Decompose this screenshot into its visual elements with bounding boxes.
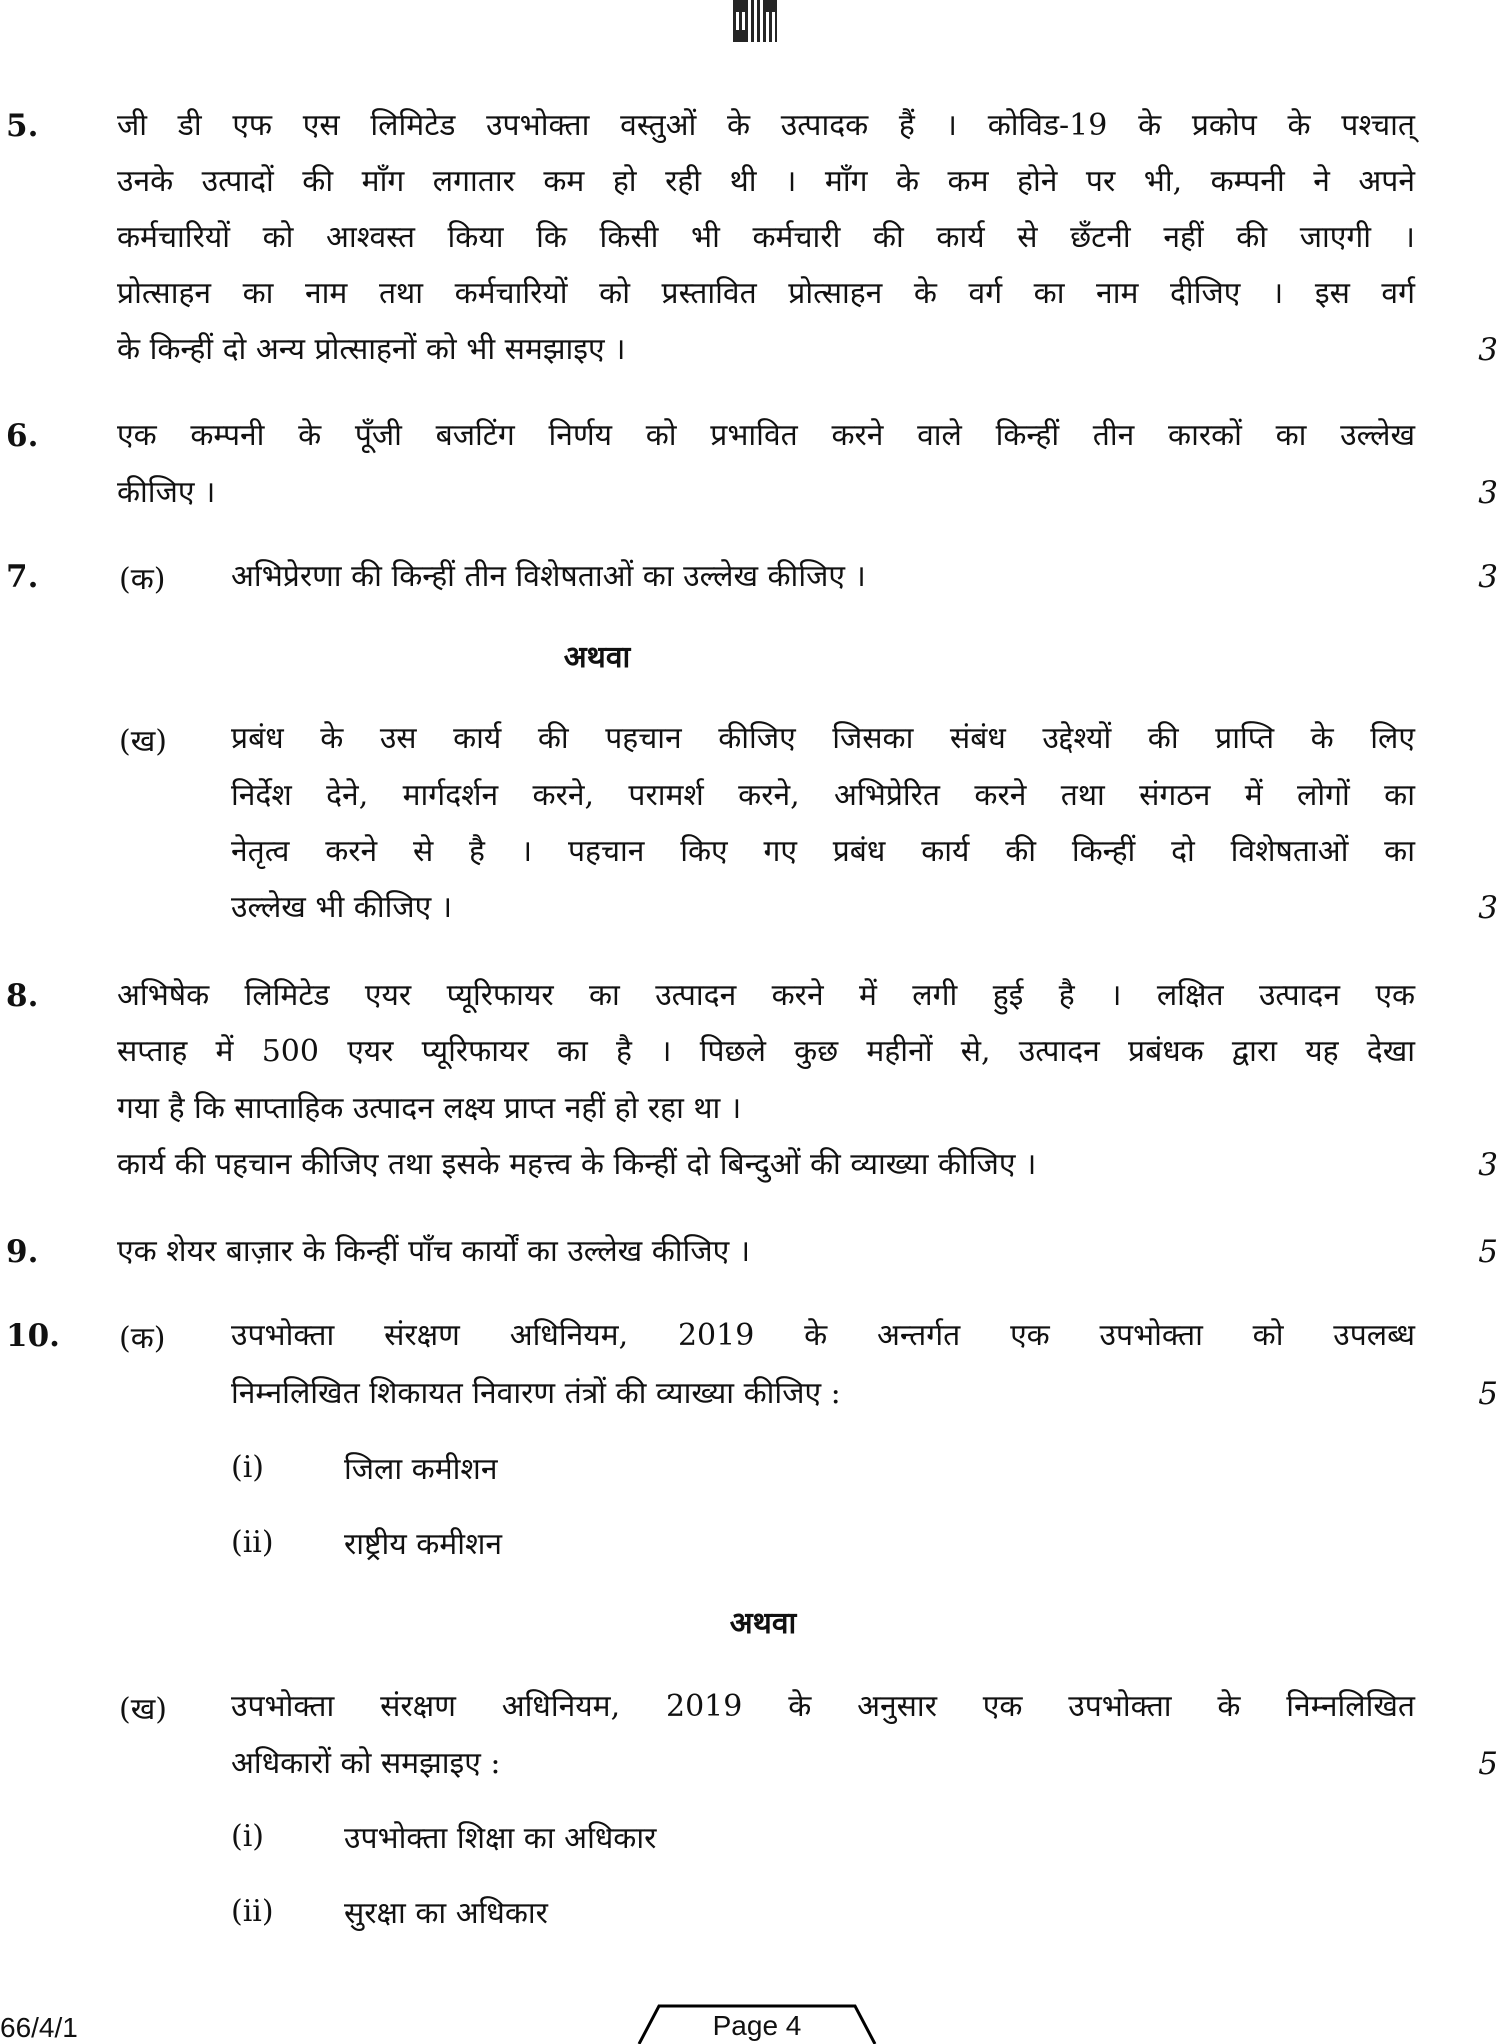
question-text-line: निम्नलिखित शिकायत निवारण तंत्रों की व्याख्या कीजिए : [231, 1376, 841, 1411]
question-number: 6. [6, 418, 39, 454]
question-text-line: नेतृत्व करने से है । पहचान किए गए प्रबंध कार्य की किन्हीं दो विशेषताओं का [231, 834, 1415, 869]
or-separator: अथवा [563, 640, 631, 675]
marks: 3 [1478, 559, 1498, 595]
marks: 3 [1478, 1147, 1498, 1183]
item-label: (i) [231, 1819, 265, 1854]
marks: 3 [1478, 332, 1498, 368]
question-text-line: उनके उत्पादों की माँग लगातार कम हो रही थी । माँग के कम होने पर भी, कम्पनी ने अपने [117, 164, 1415, 199]
page-number: Page 4 [712, 2010, 802, 2041]
or-separator: अथवा [729, 1606, 797, 1641]
qr-code [733, 0, 777, 42]
part-label: (ख) [119, 1692, 167, 1727]
question-text-line: कार्य की पहचान कीजिए तथा इसके महत्त्व के किन्हीं दो बिन्दुओं की व्याख्या कीजिए । [117, 1147, 1037, 1182]
question-text-line: एक कम्पनी के पूँजी बजटिंग निर्णय को प्रभावित करने वाले किन्हीं तीन कारकों का उल्लेख [117, 418, 1415, 453]
paper-code: 66/4/1 [0, 2012, 78, 2043]
question-number: 9. [6, 1234, 39, 1270]
marks: 5 [1478, 1234, 1498, 1270]
question-text-line: प्रोत्साहन का नाम तथा कर्मचारियों को प्रस्तावित प्रोत्साहन के वर्ग का नाम दीजिए । इस वर्ग [117, 276, 1415, 311]
question-text-line: उल्लेख भी कीजिए । [231, 890, 453, 925]
question-text-line: जी डी एफ एस लिमिटेड उपभोक्ता वस्तुओं के उत्पादक हैं । कोविड-19 के प्रकोप के पश्चात् [117, 108, 1415, 143]
part-label: (क) [119, 1321, 166, 1356]
item-label: (ii) [231, 1525, 274, 1560]
question-text-line: कीजिए । [117, 475, 216, 510]
question-text-line: अभिषेक लिमिटेड एयर प्यूरिफायर का उत्पादन करने में लगी हुई है । लक्षित उत्पादन एक [117, 978, 1415, 1013]
item-text: उपभोक्ता शिक्षा का अधिकार [344, 1821, 657, 1856]
part-label: (क) [119, 562, 166, 597]
question-text-line: सप्ताह में 500 एयर प्यूरिफायर का है । पिछले कुछ महीनों से, उत्पादन प्रबंधक द्वारा यह देखा [117, 1034, 1415, 1069]
marks: 3 [1478, 890, 1498, 926]
item-text: राष्ट्रीय कमीशन [344, 1527, 503, 1562]
question-text-line: के किन्हीं दो अन्य प्रोत्साहनों को भी समझाइए । [117, 332, 626, 367]
question-text-line: उपभोक्ता संरक्षण अधिनियम, 2019 के अनुसार एक उपभोक्ता के निम्नलिखित [231, 1689, 1415, 1724]
question-number: 7. [6, 559, 39, 595]
question-number: 8. [6, 978, 39, 1014]
question-text-line: अधिकारों को समझाइए : [231, 1746, 501, 1781]
question-text-line: गया है कि साप्ताहिक उत्पादन लक्ष्य प्राप्त नहीं हो रहा था । [117, 1091, 742, 1126]
marks: 5 [1478, 1376, 1498, 1412]
item-text: सुरक्षा का अधिकार [344, 1896, 548, 1931]
question-text-line: कर्मचारियों को आश्वस्त किया कि किसी भी कर्मचारी की कार्य से छँटनी नहीं की जाएगी । [117, 220, 1415, 255]
item-label: (i) [231, 1450, 265, 1485]
item-label: (ii) [231, 1894, 274, 1929]
question-text-line: प्रबंध के उस कार्य की पहचान कीजिए जिसका संबंध उद्देश्यों की प्राप्ति के लिए [231, 721, 1415, 756]
question-text-line: उपभोक्ता संरक्षण अधिनियम, 2019 के अन्तर्गत एक उपभोक्ता को उपलब्ध [231, 1318, 1415, 1353]
question-text-line: निर्देश देने, मार्गदर्शन करने, परामर्श करने, अभिप्रेरित करने तथा संगठन में लोगों का [231, 778, 1415, 813]
question-text-line: अभिप्रेरणा की किन्हीं तीन विशेषताओं का उल्लेख कीजिए । [231, 559, 866, 594]
marks: 3 [1478, 475, 1498, 511]
item-text: जिला कमीशन [344, 1452, 498, 1487]
question-number: 5. [6, 108, 39, 144]
marks: 5 [1478, 1746, 1498, 1782]
question-number: 10. [6, 1318, 60, 1354]
question-text-line: एक शेयर बाज़ार के किन्हीं पाँच कार्यों का उल्लेख कीजिए । [117, 1234, 751, 1269]
part-label: (ख) [119, 724, 167, 759]
page-number-box [637, 2004, 877, 2044]
